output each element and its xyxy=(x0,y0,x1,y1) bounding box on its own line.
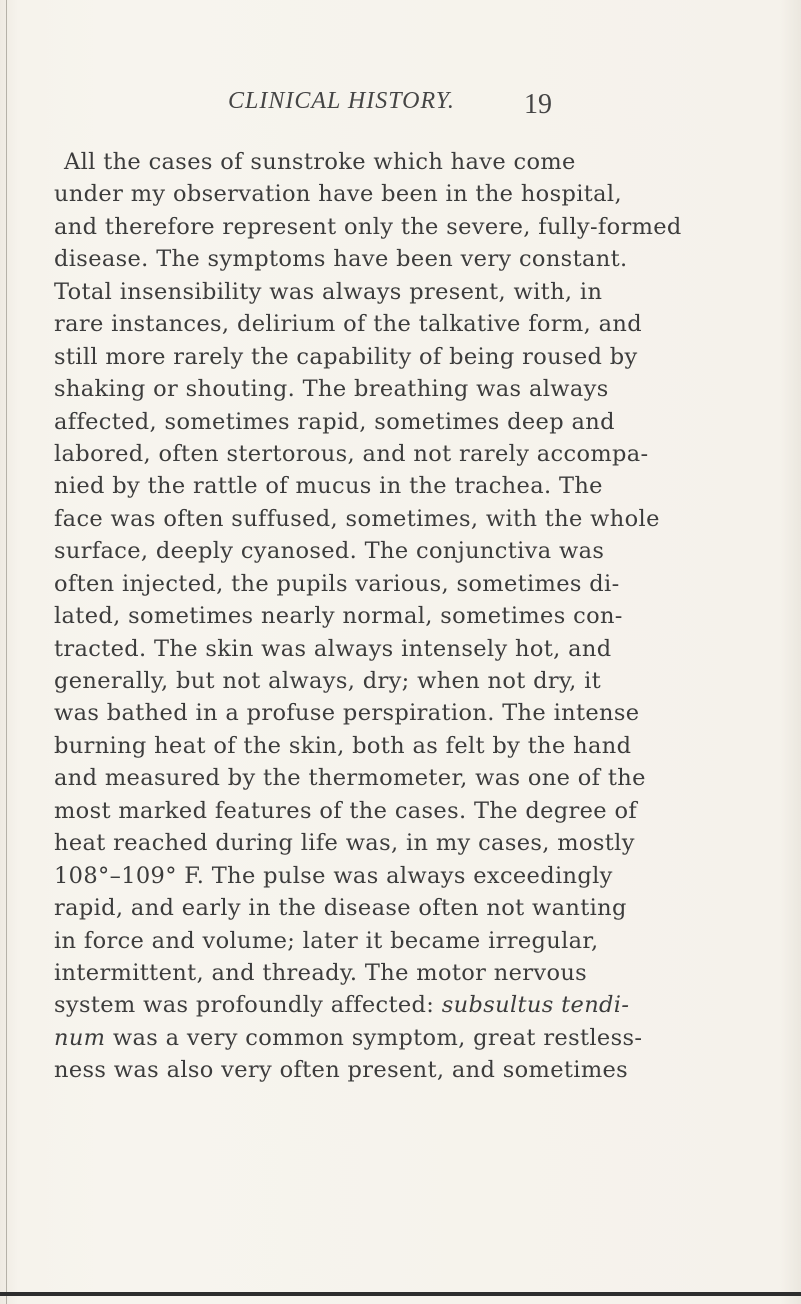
text-line: most marked features of the cases. The degree of xyxy=(54,797,638,824)
text-line: lated, sometimes nearly normal, sometimes con- xyxy=(54,603,623,630)
text-line: was bathed in a profuse perspiration. The intense xyxy=(54,700,640,727)
running-title: CLINICAL HISTORY. xyxy=(228,88,455,114)
text-segment: system was profoundly affected: xyxy=(54,992,442,1019)
text-line: and therefore represent only the severe, fully-formed xyxy=(54,213,682,240)
text-line: in force and volume; later it became irregular, xyxy=(54,927,599,954)
text-line: generally, but not always, dry; when not dry, it xyxy=(54,668,602,694)
text-line: still more rarely the capability of being roused by xyxy=(54,343,638,370)
text-line: face was often suffused, sometimes, with the whole xyxy=(54,505,660,532)
text-line xyxy=(54,1022,744,1054)
bottom-rule xyxy=(0,1292,801,1296)
text-line: disease. The symptoms have been very constant. xyxy=(54,246,628,273)
text-line: often injected, the pupils various, sometimes di- xyxy=(54,570,620,597)
text-line: 108°–109° F. The pulse was always exceedingly xyxy=(54,862,613,889)
text-line: ness was also very often present, and sometimes xyxy=(54,1057,629,1084)
text-line: Total insensibility was always present, with, in xyxy=(54,278,603,305)
text-line: rapid, and early in the disease often not wanting xyxy=(54,895,627,922)
text-line xyxy=(54,989,744,1021)
text-line: All the cases of sunstroke which have come xyxy=(64,149,576,175)
text-line: intermittent, and thready. The motor nervous xyxy=(54,959,588,986)
body-text xyxy=(54,146,744,1087)
text-line: and measured by the thermometer, was one of the xyxy=(54,765,646,792)
text-line: affected, sometimes rapid, sometimes deep and xyxy=(54,408,615,435)
text-line: burning heat of the skin, both as felt by the hand xyxy=(54,732,632,759)
text-line: nied by the rattle of mucus in the trachea. The xyxy=(54,473,603,500)
text-line: shaking or shouting. The breathing was always xyxy=(54,376,609,403)
italic-term: subsultus tendi- xyxy=(441,992,630,1019)
italic-term: num xyxy=(54,1024,106,1051)
page-edge-line xyxy=(6,0,7,1304)
page-number: 19 xyxy=(524,89,552,120)
text-line: rare instances, delirium of the talkative form, and xyxy=(54,311,642,338)
text-line: labored, often stertorous, and not rarely accompa- xyxy=(54,440,649,467)
text-line: surface, deeply cyanosed. The conjunctiva was xyxy=(54,538,605,565)
text-segment: was a very common symptom, great restless- xyxy=(105,1024,643,1051)
text-line: tracted. The skin was always intensely hot, and xyxy=(54,635,612,662)
text-line: under my observation have been in the hospital, xyxy=(54,181,622,208)
text-line: heat reached during life was, in my cases, mostly xyxy=(54,830,635,857)
